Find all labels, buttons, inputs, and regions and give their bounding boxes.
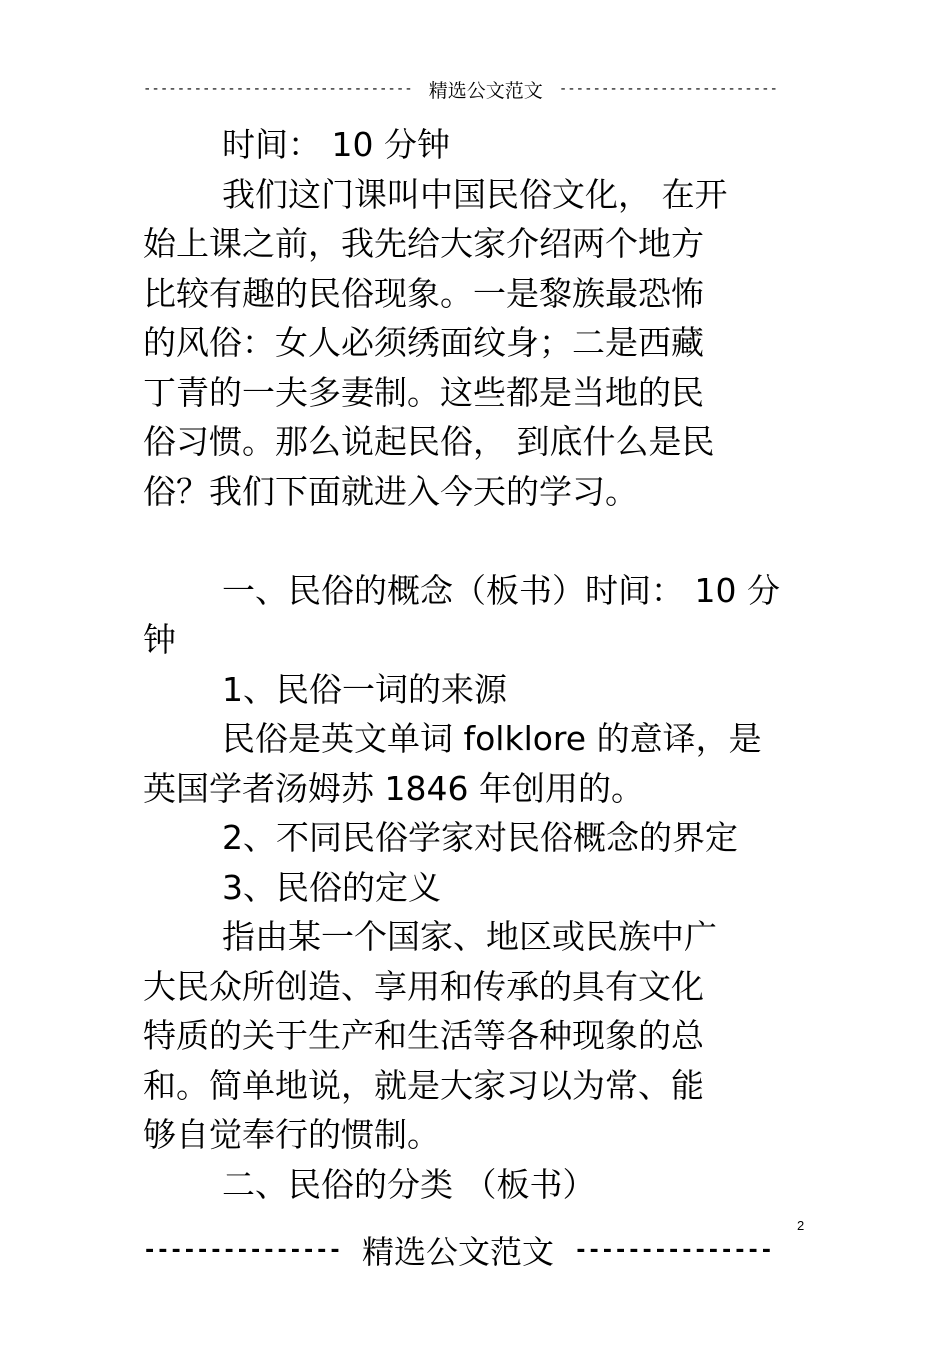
paragraph-line: 俗？我们下面就进入今天的学习。 — [143, 471, 638, 511]
paragraph-line: 时间： 10 分钟 — [222, 125, 450, 164]
page-header — [143, 72, 778, 106]
subheading-line: 1、民俗一词的来源 — [222, 669, 507, 709]
paragraph-line: 指由某一个国家、地区或民族中广 — [222, 917, 717, 956]
paragraph-line: 比较有趣的民俗现象。一是黎族最恐怖 — [143, 273, 704, 313]
footer-dash-right: --------------- — [574, 1237, 773, 1263]
paragraph-line: 钟 — [143, 620, 176, 659]
paragraph-line: 我们这门课叫中国民俗文化， 在开 — [222, 174, 728, 214]
blank-line — [143, 516, 823, 566]
paragraph-line: 和。简单地说，就是大家习以为常、能 — [143, 1065, 704, 1105]
section-heading-line: 一、民俗的概念（板书）时间： 10 分 — [222, 570, 780, 610]
header-title: 精选公文范文 — [428, 79, 543, 102]
paragraph-line: 特质的关于生产和生活等各种现象的总 — [143, 1016, 704, 1055]
page-number: 2 — [797, 1218, 805, 1233]
paragraph-line: 丁青的一夫多妻制。这些都是当地的民 — [143, 372, 704, 412]
paragraph-line: 英国学者汤姆苏 1846 年创用的。 — [143, 768, 644, 808]
paragraph-line: 俗习惯。那么说起民俗， 到底什么是民 — [143, 422, 715, 461]
paragraph-line: 的风俗：女人必须绣面纹身；二是西藏 — [143, 323, 704, 362]
header-dash-right: -------------------------- — [558, 81, 778, 97]
paragraph-line: 始上课之前，我先给大家介绍两个地方 — [143, 224, 704, 263]
section-heading-line: 二、民俗的分类 （板书） — [222, 1164, 596, 1204]
body-text — [143, 120, 823, 1209]
paragraph-line: 民俗是英文单词 folklore 的意译，是 — [222, 719, 762, 758]
paragraph-line: 大民众所创造、享用和传承的具有文化 — [143, 966, 704, 1006]
footer-title: 精选公文范文 — [361, 1233, 554, 1271]
paragraph-line: 够自觉奉行的惯制。 — [143, 1115, 440, 1154]
header-dash-left: -------------------------------- — [143, 81, 413, 97]
footer-dash-left: --------------- — [143, 1237, 342, 1263]
subheading-line: 3、民俗的定义 — [222, 867, 441, 907]
page-footer — [143, 1228, 773, 1272]
subheading-line: 2、不同民俗学家对民俗概念的界定 — [222, 818, 738, 857]
